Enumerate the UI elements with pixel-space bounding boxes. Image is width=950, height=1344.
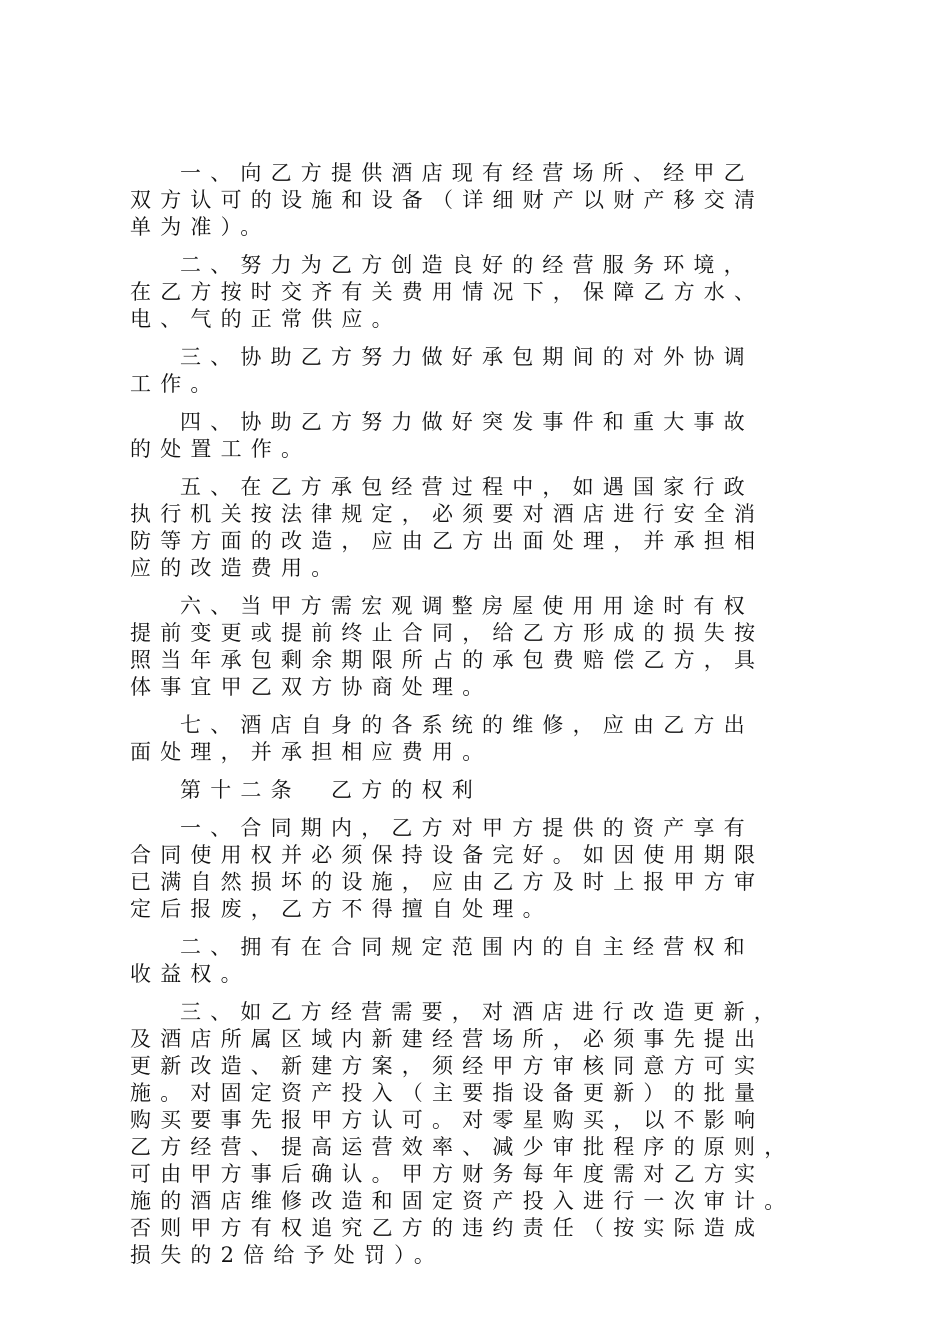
- text-line: 二、拥有在合同规定范围内的自主经营权和: [180, 935, 754, 959]
- text-line: 七、酒店自身的各系统的维修，应由乙方出: [180, 713, 754, 737]
- rights-item-3: [130, 999, 830, 1269]
- clause-item-7: [130, 712, 830, 766]
- rights-item-1: [130, 815, 830, 923]
- text-line: 合同使用权并必须保持设备完好。如因使用期限: [130, 843, 765, 867]
- text-line: 三、协助乙方努力做好承包期间的对外协调: [180, 345, 754, 369]
- text-line: 乙方经营、提高运营效率、减少审批程序的原则，: [130, 1135, 795, 1159]
- text-line: 在乙方按时交齐有关费用情况下，保障乙方水、: [130, 280, 765, 304]
- text-line: 购买要事先报甲方认可。对零星购买，以不影响: [130, 1108, 765, 1132]
- text-line: 一、合同期内，乙方对甲方提供的资产享有: [180, 816, 754, 840]
- text-line: 二、努力为乙方创造良好的经营服务环境，: [180, 253, 754, 277]
- text-line: 一、向乙方提供酒店现有经营场所、经甲乙: [180, 161, 754, 185]
- article-title: 第十二条 乙方的权利: [180, 778, 482, 802]
- text-line: 损失的2倍给予处罚）。: [130, 1243, 445, 1267]
- text-line: 已满自然损坏的设施，应由乙方及时上报甲方审: [130, 870, 765, 894]
- rights-item-2: [130, 934, 830, 988]
- text-line: 收益权。: [130, 962, 251, 986]
- text-line: 四、协助乙方努力做好突发事件和重大事故: [180, 410, 754, 434]
- text-line: 双方认可的设施和设备（详细财产以财产移交清: [130, 188, 765, 212]
- text-line: 单为准）。: [130, 215, 271, 239]
- article-heading: [130, 777, 830, 804]
- clause-item-3: [130, 344, 830, 398]
- clause-item-5: [130, 474, 830, 582]
- text-line: 面处理，并承担相应费用。: [130, 740, 493, 764]
- text-line: 施的酒店维修改造和固定资产投入进行一次审计。: [130, 1189, 795, 1213]
- text-line: 及酒店所属区域内新建经营场所，必须事先提出: [130, 1027, 765, 1051]
- text-line: 否则甲方有权追究乙方的违约责任（按实际造成: [130, 1216, 765, 1240]
- text-line: 六、当甲方需宏观调整房屋使用用途时有权: [180, 594, 754, 618]
- text-line: 三、如乙方经营需要，对酒店进行改造更新，: [180, 1000, 784, 1024]
- text-line: 体事宜甲乙双方协商处理。: [130, 675, 493, 699]
- text-line: 电、气的正常供应。: [130, 307, 402, 331]
- clause-item-1: [130, 160, 830, 241]
- text-line: 照当年承包剩余期限所占的承包费赔偿乙方，具: [130, 648, 765, 672]
- text-line: 执行机关按法律规定，必须要对酒店进行安全消: [130, 502, 765, 526]
- clause-item-6: [130, 593, 830, 701]
- text-line: 更新改造、新建方案，须经甲方审核同意方可实: [130, 1054, 765, 1078]
- text-line: 工作。: [130, 372, 221, 396]
- text-line: 定后报废，乙方不得擅自处理。: [130, 897, 553, 921]
- document-body: [130, 160, 830, 1280]
- text-line: 的处置工作。: [130, 437, 312, 461]
- clause-item-2: [130, 252, 830, 333]
- text-line: 可由甲方事后确认。甲方财务每年度需对乙方实: [130, 1162, 765, 1186]
- text-line: 施。对固定资产投入（主要指设备更新）的批量: [130, 1081, 765, 1105]
- text-line: 提前变更或提前终止合同，给乙方形成的损失按: [130, 621, 765, 645]
- text-line: 五、在乙方承包经营过程中，如遇国家行政: [180, 475, 754, 499]
- text-line: 防等方面的改造，应由乙方出面处理，并承担相: [130, 529, 765, 553]
- text-line: 应的改造费用。: [130, 556, 342, 580]
- clause-item-4: [130, 409, 830, 463]
